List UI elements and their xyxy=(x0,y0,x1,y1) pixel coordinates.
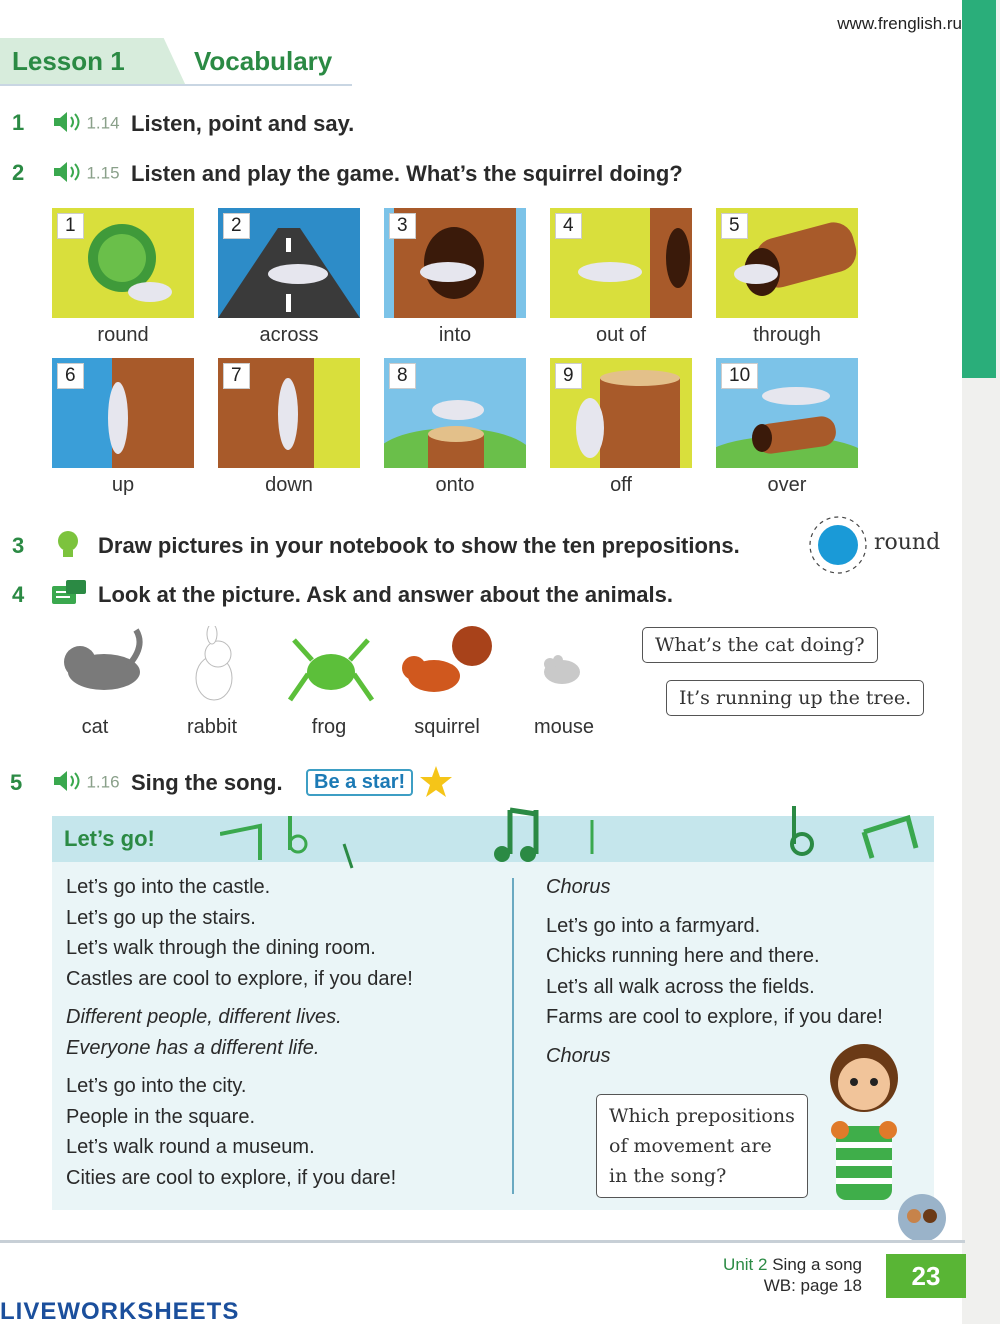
bubble-line: in the song? xyxy=(609,1165,727,1187)
watermark-logo: LIVEWORKSHEETS xyxy=(0,1298,240,1325)
picture-number: 10 xyxy=(721,363,758,389)
word-out-of: out of xyxy=(595,324,647,346)
green-edge-bar xyxy=(962,0,996,378)
task-number: 4 xyxy=(12,582,25,607)
lyric-line: Farms are cool to explore, if you dare! xyxy=(546,1006,883,1028)
lyric-line: Let’s go up the stairs. xyxy=(66,906,256,929)
picture-over xyxy=(716,358,858,468)
lyric-line: Let’s go into the castle. xyxy=(66,876,271,898)
kids-badge-icon xyxy=(894,1190,950,1247)
picture-through xyxy=(716,208,858,318)
picture-into xyxy=(384,208,526,318)
track-number: 1.14 xyxy=(86,113,120,133)
audio-5[interactable] xyxy=(52,769,120,798)
word-round: round xyxy=(97,324,149,346)
lyric-line: Chicks running here and there. xyxy=(546,945,820,967)
song-divider xyxy=(512,878,514,1194)
animal-frog: frog xyxy=(311,716,347,738)
answer-bubble: It’s running up the tree. xyxy=(666,680,924,716)
chorus-label: Chorus xyxy=(546,1044,611,1067)
lyric-line: Castles are cool to explore, if you dare! xyxy=(66,967,413,990)
task-5-instruction: Sing the song. xyxy=(131,770,283,795)
animal-mouse: mouse xyxy=(533,716,595,738)
boy-illustration xyxy=(818,1038,912,1205)
lyric-line: Let’s all walk across the fields. xyxy=(546,975,815,998)
picture-number: 7 xyxy=(223,363,250,389)
picture-number: 2 xyxy=(223,213,250,239)
animal-squirrel: squirrel xyxy=(414,716,480,738)
lyric-line: Let’s walk round a museum. xyxy=(66,1136,315,1158)
picture-number: 5 xyxy=(721,213,748,239)
bubble-line: of movement are xyxy=(609,1135,772,1157)
page-number: 23 xyxy=(886,1254,966,1298)
music-notes-icon xyxy=(220,804,930,879)
unit-label: Unit 2 xyxy=(723,1255,768,1274)
task-1-instruction: Listen, point and say. xyxy=(131,111,355,136)
picture-onto xyxy=(384,358,526,468)
picture-down xyxy=(218,358,360,468)
site-url: www.frenglish.ru xyxy=(837,14,962,33)
speaker-icon[interactable] xyxy=(52,110,82,139)
lyric-line: Cities are cool to explore, if you dare! xyxy=(66,1166,397,1189)
lesson-title: Lesson 1 xyxy=(12,46,125,76)
speech-icon xyxy=(52,580,86,615)
song-verse-left xyxy=(66,872,413,1193)
animal-cat: cat xyxy=(81,716,109,738)
task-number: 5 xyxy=(10,770,23,795)
picture-number: 8 xyxy=(389,363,416,389)
lyric-line: People in the square. xyxy=(66,1105,256,1128)
cat-image xyxy=(58,628,150,713)
word-off: off xyxy=(610,474,632,496)
audio-1[interactable] xyxy=(52,110,120,139)
squirrel-image xyxy=(398,624,496,709)
track-number: 1.15 xyxy=(86,163,120,183)
picture-up xyxy=(52,358,194,468)
picture-number: 6 xyxy=(57,363,84,389)
star-icon xyxy=(418,764,454,805)
picture-across xyxy=(218,208,360,318)
picture-number: 9 xyxy=(555,363,582,389)
picture-number: 1 xyxy=(57,213,84,239)
speaker-icon[interactable] xyxy=(52,769,82,798)
question-bubble: What’s the cat doing? xyxy=(642,627,878,663)
task-2 xyxy=(12,160,24,186)
word-across: across xyxy=(259,324,319,346)
track-number: 1.16 xyxy=(86,772,120,792)
picture-out-of xyxy=(550,208,692,318)
be-a-star-badge: Be a star! xyxy=(306,769,413,796)
task-number: 1 xyxy=(12,110,25,135)
word-onto: onto xyxy=(435,474,475,496)
round-example-label: round xyxy=(874,530,941,555)
song-title: Let’s go! xyxy=(64,826,155,851)
workbook-page: WB: page 18 xyxy=(763,1276,862,1295)
lyric-line: Everyone has a different life. xyxy=(66,1036,320,1059)
lyric-line: Let’s walk through the dining room. xyxy=(66,937,376,959)
picture-number: 3 xyxy=(389,213,416,239)
picture-round xyxy=(52,208,194,318)
audio-2[interactable] xyxy=(52,160,120,189)
unit-reference xyxy=(723,1254,862,1296)
round-example-icon xyxy=(804,512,874,583)
word-up: up xyxy=(111,474,135,496)
picture-number: 4 xyxy=(555,213,582,239)
section-title: Vocabulary xyxy=(194,46,333,76)
lightbulb-icon xyxy=(56,530,80,565)
lyric-line: Let’s go into the city. xyxy=(66,1075,247,1097)
header-underline xyxy=(0,84,352,86)
lyric-line: Different people, different lives. xyxy=(66,1006,342,1028)
song-question-bubble xyxy=(596,1094,808,1198)
rabbit-image xyxy=(178,626,248,711)
task-4-instruction: Look at the picture. Ask and answer about the animals. xyxy=(98,582,673,607)
word-into: into xyxy=(438,324,472,346)
word-over: over xyxy=(767,474,807,496)
word-down: down xyxy=(265,474,313,496)
task-2-instruction: Listen and play the game. What’s the squirrel doing? xyxy=(131,161,683,186)
task-number: 3 xyxy=(12,533,25,558)
picture-off xyxy=(550,358,692,468)
animal-rabbit: rabbit xyxy=(186,716,238,738)
word-through: through xyxy=(753,324,821,346)
lyric-line: Let’s go into a farmyard. xyxy=(546,914,761,937)
bubble-line: Which prepositions xyxy=(609,1105,795,1127)
footer-line xyxy=(0,1240,965,1243)
speaker-icon[interactable] xyxy=(52,160,82,189)
task-1 xyxy=(12,110,24,136)
mouse-image xyxy=(536,650,592,695)
task-3-instruction: Draw pictures in your notebook to show the ten prepositions. xyxy=(98,533,740,558)
chorus-label: Chorus xyxy=(546,876,611,898)
task-number: 2 xyxy=(12,160,25,185)
unit-title: Sing a song xyxy=(772,1255,862,1274)
frog-image xyxy=(288,630,374,715)
